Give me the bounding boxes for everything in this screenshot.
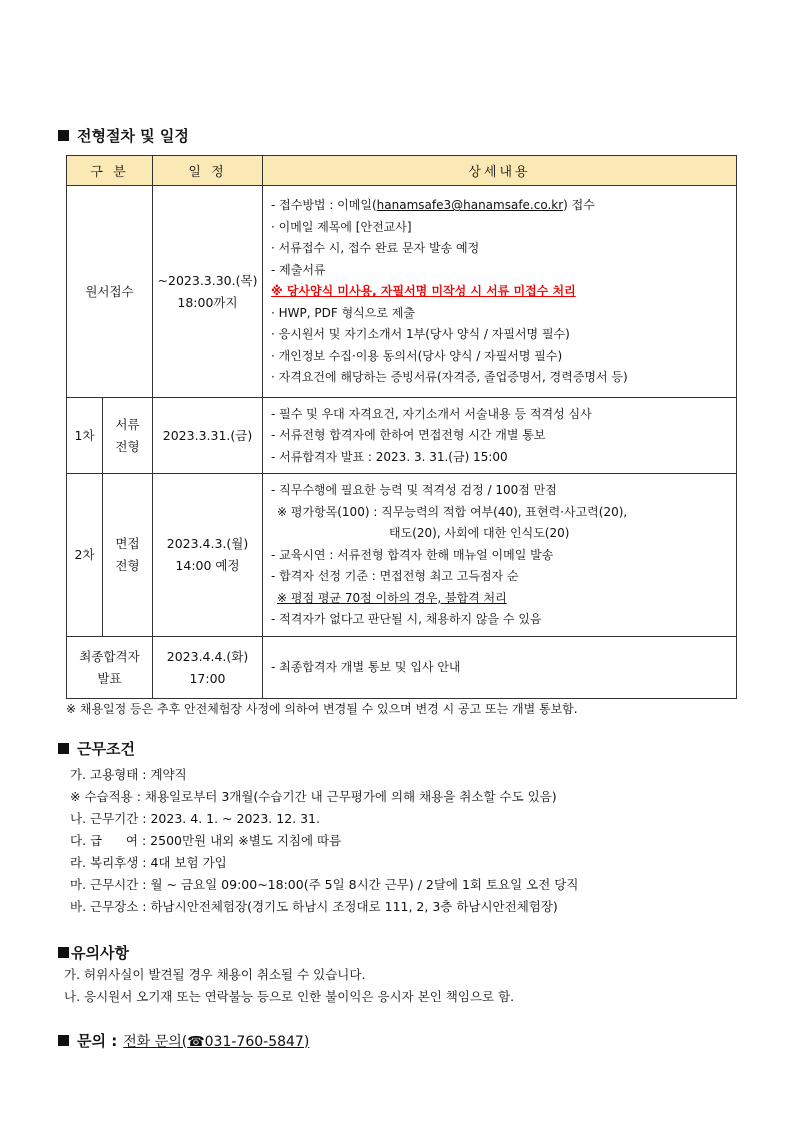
section-heading-notes <box>58 942 129 963</box>
schedule-cell <box>153 637 263 699</box>
square-bullet-icon <box>58 743 69 754</box>
header-category: 구 분 <box>67 156 153 186</box>
section-title: 전형절차 및 일정 <box>77 127 189 145</box>
section-title: 근무조건 <box>77 740 135 758</box>
detail-text: - 접수방법 : 이메일( <box>271 198 377 213</box>
list-item: 가. 고용형태 : 계약직 <box>70 767 187 782</box>
list-item: 바. 근무장소 : 하남시안전체험장(경기도 하남시 조정대로 111, 2, 3층 하남시안전체험장) <box>70 899 558 914</box>
details-cell <box>263 398 737 474</box>
list-item: 나. 응시원서 오기재 또는 연락불능 등으로 인한 불이익은 응시자 본인 책임으로 함. <box>64 989 515 1004</box>
type-cell <box>103 398 153 474</box>
schedule-date: ~2023.3.30.(목) <box>157 272 258 288</box>
type-line: 서류 <box>115 416 140 432</box>
section-heading-conditions <box>58 738 135 759</box>
detail-line: - 최종합격자 개별 통보 및 입사 안내 <box>271 660 461 675</box>
contact-label: 문의 : <box>77 1032 118 1050</box>
detail-line: - 적격자가 없다고 판단될 시, 채용하지 않을 수 있음 <box>271 612 542 627</box>
list-item: ※ 수습적용 : 채용일로부터 3개월(수습기간 내 근무평가에 의해 채용을 취소할 수도 있음) <box>70 789 557 804</box>
type-line: 전형 <box>115 558 140 573</box>
square-bullet-icon <box>58 130 69 141</box>
list-item: 가. 허위사실이 발견될 경우 채용이 취소될 수 있습니다. <box>64 967 366 982</box>
detail-text: ) 접수 <box>563 198 595 213</box>
contact-line <box>58 1030 309 1051</box>
square-bullet-icon <box>58 1035 69 1046</box>
table-header-row <box>67 156 737 186</box>
list-item: 나. 근무기간 : 2023. 4. 1. ~ 2023. 12. 31. <box>70 811 320 826</box>
detail-line: · 개인정보 수집·이용 동의서(당사 양식 / 자필서명 필수) <box>271 348 563 363</box>
table-row <box>67 398 737 474</box>
stage-cell: 1차 <box>67 398 103 474</box>
schedule-date: 2023.4.3.(월) <box>166 536 249 551</box>
details-cell <box>263 186 737 398</box>
table-row <box>67 474 737 637</box>
detail-line: - 교육시연 : 서류전형 합격자 한해 매뉴얼 이메일 발송 <box>271 547 554 562</box>
notes-list <box>64 964 514 1008</box>
detail-line: - 합격자 선정 기준 : 면접전형 최고 고득점자 순 <box>271 569 519 584</box>
category-line: 발표 <box>97 670 122 686</box>
schedule-cell <box>153 474 263 637</box>
schedule-time: 17:00 <box>189 670 226 686</box>
detail-line: - 서류전형 합격자에 한하여 면접전형 시간 개별 통보 <box>271 428 546 443</box>
details-cell <box>263 637 737 699</box>
section-title: 유의사항 <box>71 944 129 962</box>
table-row <box>67 186 737 398</box>
contact-phone[interactable]: 전화 문의(☎031-760-5847) <box>123 1033 310 1050</box>
list-item: 마. 근무시간 : 월 ~ 금요일 09:00~18:00(주 5일 8시간 근무) / 2달에 1회 토요일 오전 당직 <box>70 877 579 892</box>
email-link[interactable]: hanamsafe3@hanamsafe.co.kr <box>376 198 564 213</box>
type-cell <box>103 474 153 637</box>
schedule-cell: 2023.3.31.(금) <box>153 398 263 474</box>
list-item: 다. 급 여 : 2500만원 내외 ※별도 지침에 따름 <box>70 833 342 848</box>
category-cell: 원서접수 <box>67 186 153 398</box>
category-cell <box>67 637 153 699</box>
detail-line: · HWP, PDF 형식으로 제출 <box>271 305 415 320</box>
type-line: 면접 <box>115 536 140 551</box>
section-heading-schedule <box>58 125 189 146</box>
detail-line: ※ 평가항목(100) : 직무능력의 적합 여부(40), 표현력·사고력(20), <box>277 504 628 519</box>
schedule-time: 18:00까지 <box>177 294 238 310</box>
schedule-date: 2023.4.4.(화) <box>166 648 249 664</box>
table-row <box>67 637 737 699</box>
warning-line: ※ 당사양식 미사용, 자필서명 미작성 시 서류 미접수 처리 <box>271 284 576 299</box>
detail-line: · 응시원서 및 자기소개서 1부(당사 양식 / 자필서명 필수) <box>271 327 570 342</box>
detail-line: - 서류합격자 발표 : 2023. 3. 31.(금) 15:00 <box>271 449 508 464</box>
detail-line: - 필수 및 우대 자격요건, 자기소개서 서술내용 등 적격성 심사 <box>271 406 592 421</box>
schedule-table <box>66 155 737 699</box>
header-schedule: 일 정 <box>153 156 263 186</box>
detail-line: ※ 평점 평균 70점 이하의 경우, 불합격 처리 <box>277 590 507 605</box>
schedule-time: 14:00 예정 <box>175 558 240 573</box>
detail-line: - 직무수행에 필요한 능력 및 적격성 검정 / 100점 만점 <box>271 483 557 498</box>
type-line: 전형 <box>115 438 140 454</box>
detail-line: · 서류접수 시, 접수 완료 문자 발송 예정 <box>271 241 480 256</box>
schedule-cell <box>153 186 263 398</box>
square-bullet-icon <box>58 947 69 958</box>
schedule-note: ※ 채용일정 등은 추후 안전체험장 사정에 의하여 변경될 수 있으며 변경 시 공고 또는 개별 통보함. <box>66 702 578 716</box>
detail-line: · 이메일 제목에 [안전교사] <box>271 219 412 234</box>
detail-line: · 자격요건에 해당하는 증빙서류(자격증, 졸업증명서, 경력증명서 등) <box>271 370 628 385</box>
stage-cell: 2차 <box>67 474 103 637</box>
list-item: 라. 복리후생 : 4대 보험 가입 <box>70 855 227 870</box>
detail-line: 태도(20), 사회에 대한 인식도(20) <box>389 526 570 541</box>
details-cell <box>263 474 737 637</box>
category-line: 최종합격자 <box>79 648 140 664</box>
header-details: 상세내용 <box>263 156 737 186</box>
conditions-list <box>70 764 578 918</box>
detail-line <box>271 195 728 217</box>
detail-line: - 제출서류 <box>271 262 326 277</box>
